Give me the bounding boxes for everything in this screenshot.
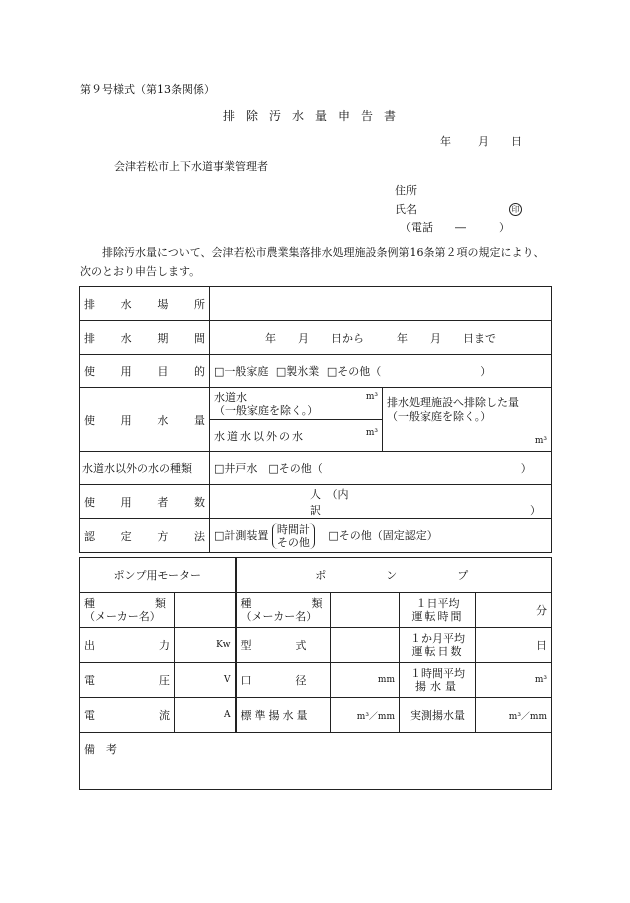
avg-days-label-2: 運転日数: [411, 645, 464, 658]
voltage-unit[interactable]: V: [175, 663, 236, 698]
addressee: 会津若松市上下水道事業管理者: [114, 160, 268, 173]
avg-volume-label-2: 揚水量: [415, 680, 460, 693]
form-number: 第９号様式（第13条関係）: [80, 83, 215, 96]
current-label: 電 流: [84, 709, 170, 722]
diameter-unit[interactable]: mm: [331, 663, 400, 698]
method-other-checkbox[interactable]: □その他（固定認定）: [328, 528, 438, 542]
avg-volume-unit[interactable]: m³: [476, 663, 552, 698]
motor-maker-label: （メーカー名）: [84, 610, 161, 623]
purpose-other-checkbox[interactable]: □その他（ ）: [326, 365, 492, 378]
avg-hours-label-2: 運転時間: [411, 610, 464, 623]
voltage-label: 電 圧: [84, 674, 170, 687]
motor-type-label: 種 類: [84, 597, 166, 610]
remarks-cell[interactable]: 備考: [80, 733, 552, 790]
model-label: 型 式: [240, 639, 307, 652]
volume-label: 使 用 水 量: [84, 413, 205, 427]
main-table: [79, 286, 552, 553]
purpose-label: 使 用 目 的: [84, 365, 205, 378]
purpose-household-checkbox[interactable]: □一般家庭: [214, 365, 269, 378]
std-lift-unit[interactable]: m³／mm: [331, 698, 400, 733]
avg-days-label-1: １か月平均: [410, 632, 465, 645]
users-label: 使 用 者 数: [84, 495, 205, 509]
pump-header: ポンプ: [236, 558, 552, 593]
pump-maker-label: （メーカー名）: [240, 610, 318, 623]
purpose-ice-checkbox[interactable]: □製氷業: [275, 365, 320, 378]
motor-header: ポンプ用モーター: [80, 558, 236, 593]
seal-icon: [509, 202, 522, 216]
method-brace: 時間計 その他: [272, 523, 315, 549]
output-label: 出 力: [84, 639, 170, 652]
method-label: 認 定 方 法: [84, 529, 205, 543]
method-meter-checkbox[interactable]: □計測装置: [214, 528, 269, 542]
avg-days-unit[interactable]: 日: [476, 628, 552, 663]
water-type-label: 水道水以外の水の種類: [80, 452, 210, 485]
discharge-label: 排水処理施設へ排除した量: [387, 396, 519, 409]
discharge-note: （一般家庭を除く。）: [387, 410, 492, 423]
tap-water-note: （一般家庭を除く。）: [214, 403, 319, 417]
declaration-text: 排除汚水量について、会津若松市農業集落排水処理施設条例第16条第２項の規定により、次のとおり申告します。: [80, 246, 545, 278]
current-unit[interactable]: A: [175, 698, 236, 733]
avg-hours-unit[interactable]: 分: [476, 593, 552, 628]
phone-line: （電話 ― ）: [400, 221, 510, 234]
pump-type-label: 種 類: [240, 597, 323, 610]
std-lift-label: 標準揚水量: [236, 698, 331, 733]
pump-table: [79, 557, 552, 790]
address-label: 住所: [395, 184, 417, 197]
tap-water-label: 水道水: [214, 390, 247, 404]
motor-type-value[interactable]: [175, 593, 236, 628]
avg-volume-label-1: １時間平均: [410, 667, 465, 680]
diameter-label: 口 径: [240, 674, 307, 687]
tap-water-unit: m³: [365, 391, 378, 402]
date-year: 年: [440, 135, 451, 148]
page-title: 排除汚水量申告書: [222, 109, 407, 123]
period-value[interactable]: 年 月 日から 年 月 日まで: [210, 321, 552, 355]
pump-type-value[interactable]: [331, 593, 400, 628]
location-value[interactable]: [210, 287, 552, 321]
tap-water-cell[interactable]: [210, 388, 383, 420]
avg-hours-label-1: １日平均: [415, 597, 460, 610]
discharge-unit: m³: [534, 436, 547, 446]
actual-lift-label: 実測揚水量: [400, 698, 476, 733]
date-month: 月: [478, 135, 489, 148]
name-label: 氏名: [395, 203, 417, 216]
other-water-unit: m³: [365, 427, 378, 438]
actual-lift-unit[interactable]: m³／mm: [476, 698, 552, 733]
other-water-label: 水道水以外の水: [214, 429, 305, 443]
date-day: 日: [511, 135, 522, 148]
other-water-cell[interactable]: [210, 420, 383, 452]
discharge-cell[interactable]: [383, 388, 552, 452]
water-type-options[interactable]: □井戸水 □その他（ ）: [210, 452, 552, 485]
period-label: 排 水 期 間: [84, 331, 205, 345]
model-value[interactable]: [331, 628, 400, 663]
output-unit[interactable]: Kw: [175, 628, 236, 663]
location-label: 排 水 場 所: [84, 297, 205, 311]
seal-mark: 印: [509, 203, 522, 216]
users-value[interactable]: 人 （内訳 ）: [210, 485, 552, 519]
